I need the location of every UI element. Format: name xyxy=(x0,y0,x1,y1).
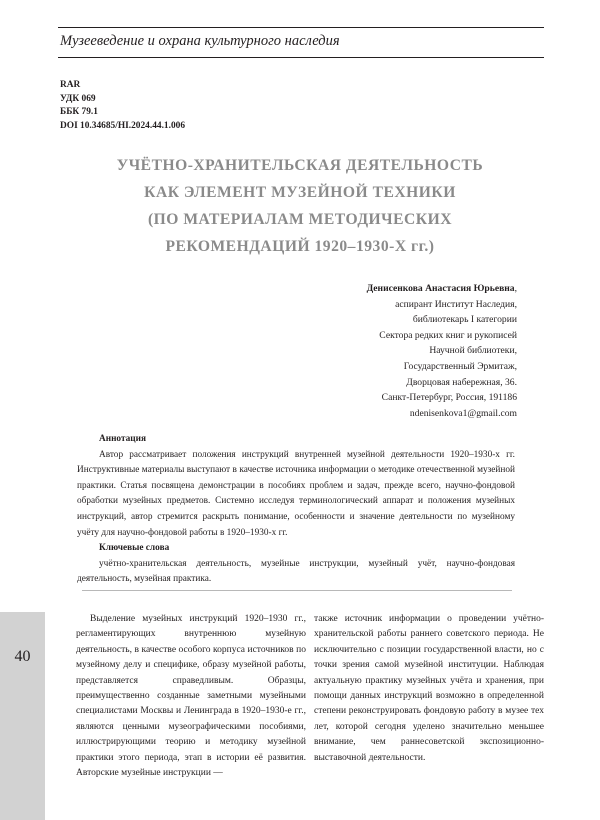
article-title xyxy=(70,152,530,260)
title-line: УЧЁТНО-ХРАНИТЕЛЬСКАЯ ДЕЯТЕЛЬНОСТЬ xyxy=(116,157,484,174)
author-block xyxy=(367,281,517,421)
section-divider xyxy=(82,590,512,591)
title-line: КАК ЭЛЕМЕНТ МУЗЕЙНОЙ ТЕХНИКИ xyxy=(144,184,456,201)
author-email[interactable]: ndenisenkova1@gmail.com xyxy=(409,407,517,419)
bibliographic-metadata xyxy=(60,79,185,133)
author-affiliation-line: аспирант Институт Наследия, xyxy=(395,298,517,310)
author-affiliation-line: библиотекарь I категории xyxy=(412,314,517,326)
body-column-left: Выделение музейных инструкций 1920–1930 гг., регламентирующих внутреннюю музейную деятельность, в качестве особого корпуса источников по музейному делу и специфике, образу музейной работы, представляется справедливым. Образцы, преимущественно созданные заметными музейными специалистами Москвы и Ленинграда в 1920–1930-е гг., являются ценными музеографическими пособиями, иллюстрирующими теорию и методику музейной практики этого периода, этап в истории её развития. Авторские музейные инструкции — xyxy=(76,614,306,779)
keywords-label: Ключевые слова xyxy=(99,543,170,554)
abstract-label: Аннотация xyxy=(99,434,147,444)
rar-code: RAR xyxy=(60,80,81,90)
bbk-code: ББК 79.1 xyxy=(60,107,98,118)
author-affiliation-line: Государственный Эрмитаж, xyxy=(403,360,517,372)
header-rule-bottom xyxy=(58,57,544,58)
author-affiliation-line: Санкт-Петербург, Россия, 191186 xyxy=(381,392,517,404)
header-rule-top xyxy=(58,27,544,28)
body-column-right: также источник информации о проведении учётно-хранительской работы раннего советского периода. Не исключительно с позиции государственной власти, но с точки зрения самой музейной институции. Наблюдая актуальную практику музейных учёта и хранения, при помощи данных инструкций возможно в определенной степени реконструировать фондовую работу в музее тех лет, которой сегодня уделено значительно меньшее внимание, чем раннесоветской экспозиционно-выставочной деятельности. xyxy=(314,614,544,763)
author-name-comma: , xyxy=(514,283,517,294)
running-head: Музееведение и охрана культурного наследия xyxy=(60,33,340,49)
author-name: Денисенкова Анастасия Юрьевна xyxy=(366,283,515,294)
abstract-section xyxy=(77,432,515,588)
keywords-text: учётно-хранительская деятельность, музейные инструкции, музейный учёт, научно-фондовая деятельность, музейная практика. xyxy=(77,558,515,585)
author-affiliation-line: Сектора редких книг и рукописей xyxy=(379,329,517,341)
abstract-text: Автор рассматривает положения инструкций внутренней музейной деятельности 1920–1930-х гг. Инструктивные материалы выступают в качестве источника информации о методике отечественной музейной практики. Статья посвящена демонстрации в пособиях проблем и задач, прежде всего, научно-фондовой обработки музейных предметов. Системно исследуя терминологический аппарат и положения музейных инструкций, автор стремится раскрыть понимание, особенности и значение деятельности по музейному учёту для научно-фондовой работы в 1920–1930-х гг. xyxy=(77,449,515,538)
page-number: 40 xyxy=(14,648,31,665)
title-line: (ПО МАТЕРИАЛАМ МЕТОДИЧЕСКИХ xyxy=(147,211,452,228)
udk-code: УДК 069 xyxy=(60,93,96,104)
doi: DOI 10.34685/HI.2024.44.1.006 xyxy=(60,120,186,131)
page-number-tab xyxy=(0,612,45,820)
author-affiliation-line: Дворцовая набережная, 36. xyxy=(406,376,517,388)
author-affiliation-line: Научной библиотеки, xyxy=(429,345,517,357)
title-line: РЕКОМЕНДАЦИЙ 1920–1930-Х гг.) xyxy=(165,238,435,255)
